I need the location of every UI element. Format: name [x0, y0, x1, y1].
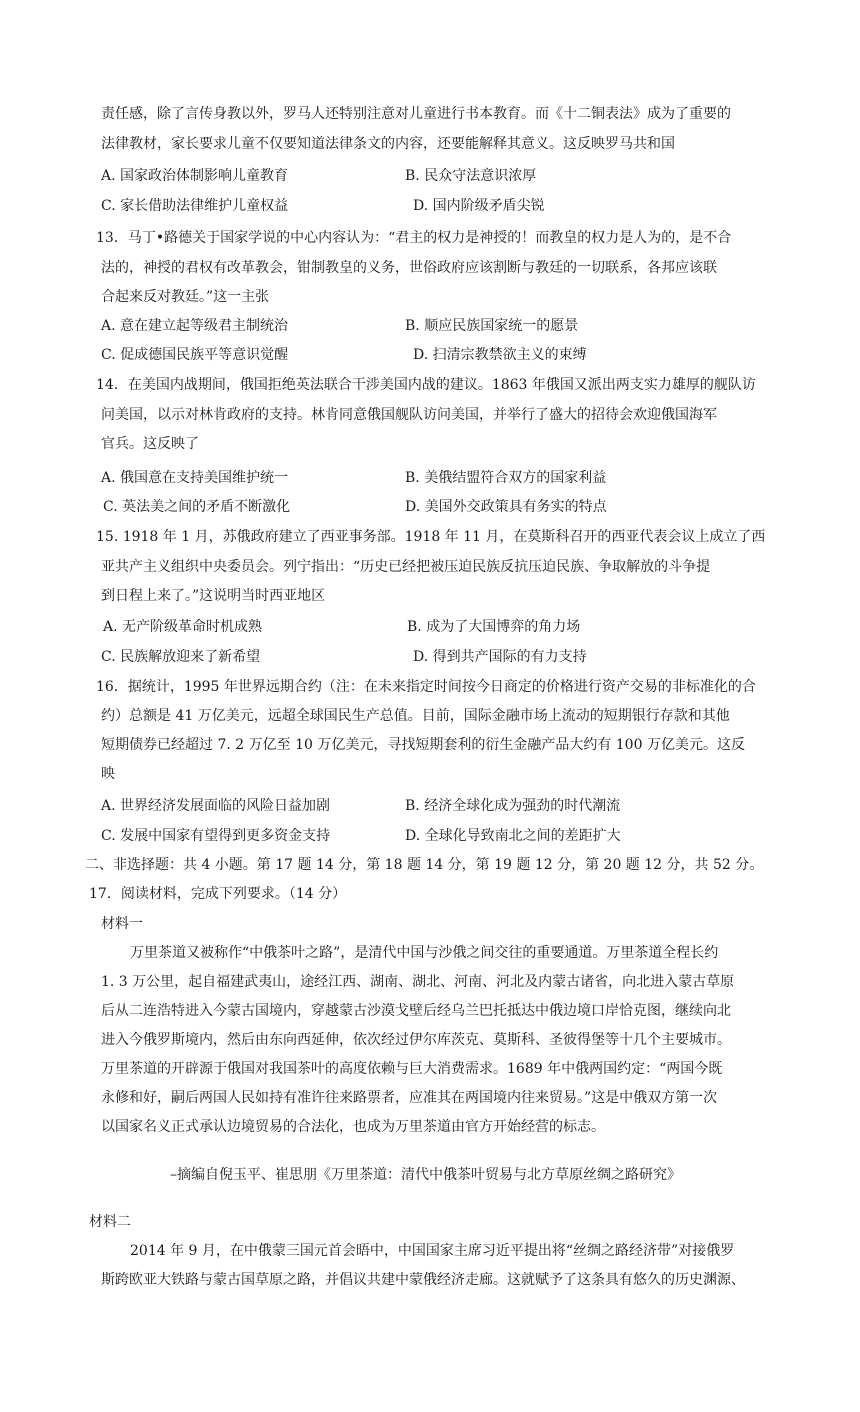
q16-stem-line-2: 约）总额是 41 万亿美元，远超全球国民生产总值。目前，国际金融市场上流动的短期银行存款和其他: [101, 708, 730, 724]
material-2-line: 斯跨欧亚大铁路与蒙古国草原之路，并倡议共建中蒙俄经济走廊。这就赋予了这条具有悠久的历史渊源、: [101, 1272, 745, 1288]
q14-stem-line-1: 14．在美国内战期间，俄国拒绝英法联合干涉美国内战的建议。1863 年俄国又派出两支实力雄厚的舰队访: [96, 377, 756, 393]
q13-option-d: D. 扫清宗教禁欲主义的束缚: [413, 347, 587, 363]
material-1-line: 1. 3 万公里，起自福建武夷山，途经江西、湖南、湖北、河南、河北及内蒙古诸省，向北进入蒙古草原: [101, 974, 735, 990]
q16-stem-line-1: 16．据统计，1995 年世界远期合约（注：在未来指定时间按今日商定的价格进行资产交易的非标准化的合: [96, 679, 756, 695]
material-1-line: 以国家名义正式承认边境贸易的合法化，也成为万里茶道由官方开始经营的标志。: [101, 1119, 605, 1135]
q13-stem-line-3: 合起来反对教廷。”这一主张: [101, 289, 270, 305]
q15-option-d: D. 得到共产国际的有力支持: [413, 649, 587, 665]
material-1-source: –摘编自倪玉平、崔思朋《万里茶道：清代中俄茶叶贸易与北方草原丝绸之路研究》: [170, 1167, 681, 1183]
material-2-line: 2014 年 9 月，在中俄蒙三国元首会晤中，中国国家主席习近平提出将“丝绸之路经济带”对接俄罗: [130, 1243, 735, 1259]
q13-stem-line-1: 13．马丁•路德关于国家学说的中心内容认为：“君主的权力是神授的！而教皇的权力是人为的，是不合: [96, 230, 732, 246]
q14-stem-line-2: 问美国，以示对林肯政府的支持。林肯同意俄国舰队访问美国，并举行了盛大的招待会欢迎俄国海军: [101, 407, 717, 423]
q13-stem-line-2: 法的，神授的君权有改革教会，钳制教皇的义务，世俗政府应该割断与教廷的一切联系，各邦应该联: [101, 260, 717, 276]
q14-stem-line-3: 官兵。这反映了: [101, 436, 199, 452]
q16-stem-line-4: 映: [101, 766, 115, 782]
material-1-line: 永修和好，嗣后两国人民如持有准许往来路票者，应准其在两国境内往来贸易。”这是中俄双方第一次: [101, 1090, 718, 1106]
q16-option-c: C. 发展中国家有望得到更多资金支持: [101, 828, 331, 844]
q12-option-a: A. 国家政治体制影响儿童教育: [101, 168, 289, 184]
q14-option-a: A. 俄国意在支持美国维护统一: [101, 470, 289, 486]
q15-stem-line-1: 15. 1918 年 1 月，苏俄政府建立了西亚事务部。1918 年 11 月，在莫斯科召开的西亚代表会议上成立了西: [96, 529, 766, 545]
q13-option-a: A. 意在建立起等级君主制统治: [101, 318, 289, 334]
q14-option-b: B. 美俄结盟符合双方的国家利益: [405, 470, 607, 486]
q15-option-c: C. 民族解放迎来了新希望: [101, 649, 261, 665]
q16-option-a: A. 世界经济发展面临的风险日益加剧: [101, 798, 331, 814]
q12-stem-line-1: 责任感，除了言传身教以外，罗马人还特别注意对儿童进行书本教育。而《十二铜表法》成为了重要的: [101, 106, 731, 122]
q16-option-b: B. 经济全球化成为强劲的时代潮流: [405, 798, 621, 814]
q16-option-d: D. 全球化导致南北之间的差距扩大: [405, 828, 621, 844]
section-2-heading: 二、非选择题：共 4 小题。第 17 题 14 分，第 18 题 14 分，第 19 题 12 分，第 20 题 12 分，共 52 分。: [85, 857, 764, 873]
q12-option-d: D. 国内阶级矛盾尖锐: [413, 198, 545, 214]
q13-option-b: B. 顺应民族国家统一的愿景: [405, 318, 579, 334]
material-1-line: 万里茶道的开辟源于俄国对我国茶叶的高度依赖与巨大消费需求。1689 年中俄两国约定：“两国今既: [101, 1061, 723, 1077]
material-1-line: 进入今俄罗斯境内，然后由东向西延伸，依次经过伊尔库茨克、莫斯科、圣彼得堡等十几个主要城市。: [101, 1032, 731, 1048]
q15-stem-line-3: 到日程上来了。”这说明当时西亚地区: [101, 588, 326, 604]
material-1-line: 后从二连浩特进入今蒙古国境内，穿越蒙古沙漠戈壁后经乌兰巴托抵达中俄边境口岸恰克图，继续向北: [101, 1003, 731, 1019]
q13-option-c: C. 促成德国民族平等意识觉醒: [101, 347, 289, 363]
q15-option-b: B. 成为了大国博弈的角力场: [407, 619, 581, 635]
material-1-label: 材料一: [101, 916, 143, 932]
material-1-line: 万里茶道又被称作“中俄茶叶之路”，是清代中国与沙俄之间交往的重要通道。万里茶道全程长约: [130, 945, 719, 961]
q14-option-d: D. 美国外交政策具有务实的特点: [405, 499, 607, 515]
q15-option-a: A. 无产阶级革命时机成熟: [103, 619, 263, 635]
q12-stem-line-2: 法律教材，家长要求儿童不仅要知道法律条文的内容，还要能解释其意义。这反映罗马共和国: [101, 136, 675, 152]
q16-stem-line-3: 短期债券已经超过 7. 2 万亿至 10 万亿美元，寻找短期套利的衍生金融产品大约有 100 万亿美元。这反: [101, 737, 745, 753]
q12-option-b: B. 民众守法意识浓厚: [405, 168, 537, 184]
q14-option-c: C. 英法美之间的矛盾不断激化: [103, 499, 291, 515]
material-2-label: 材料二: [89, 1214, 131, 1230]
q15-stem-line-2: 亚共产主义组织中央委员会。列宁指出：“历史已经把被压迫民族反抗压迫民族、争取解放的斗争提: [101, 559, 711, 575]
q12-option-c: C. 家长借助法律维护儿童权益: [101, 198, 289, 214]
q17-title: 17．阅读材料，完成下列要求。（14 分）: [89, 886, 347, 902]
